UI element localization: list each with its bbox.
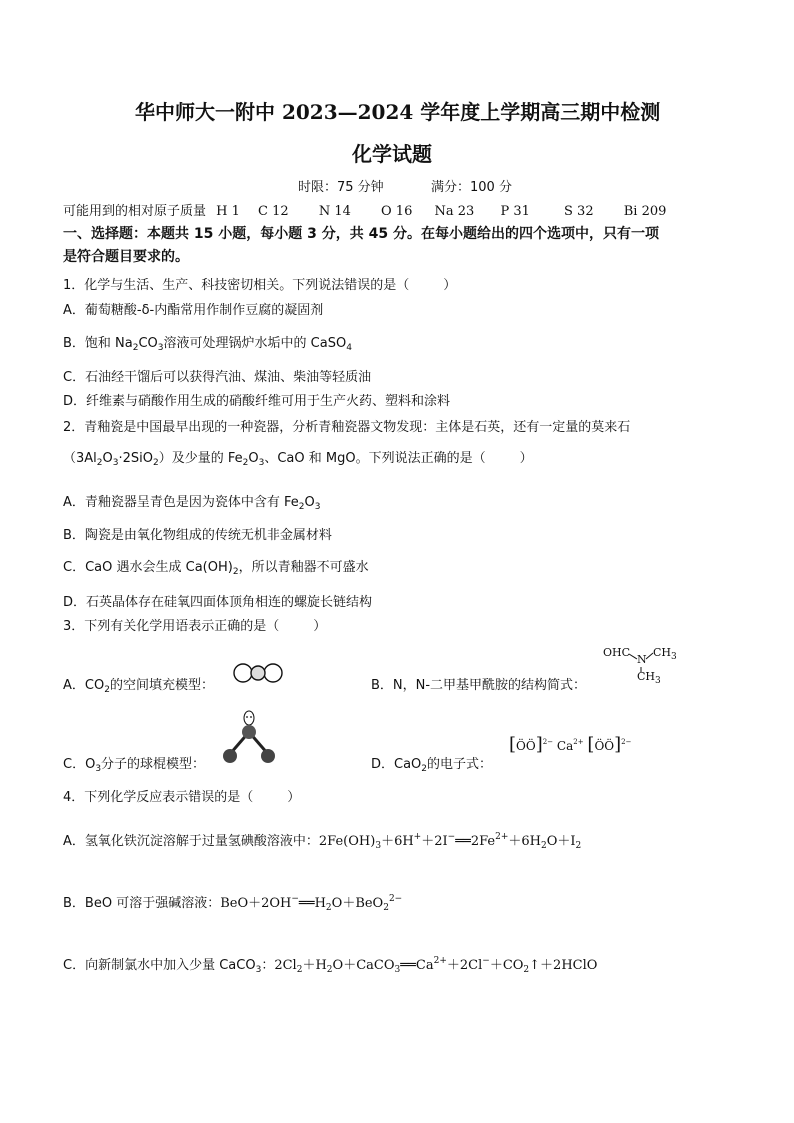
atomic-mass-o: O 16 — [381, 204, 413, 219]
q2-stem-line2: $(3Al_2O_3\cdot 2SiO_2)$及少量的 $Fe_2O_3$、CaO 和 MgO。下列说法正确的是（ ） — [63, 451, 533, 468]
dmf-bonds — [603, 644, 683, 688]
q3-a-post: 的空间填充模型： — [109, 678, 214, 693]
q1-b-pre: B．饱和 Na — [63, 336, 133, 351]
co2-space-filling-model — [232, 662, 284, 684]
q4-c-equation: $2Cl_2+H_2O+CaCO_3══Ca^{2+}+2Cl^-+CO_2↑+2HClO$ — [274, 956, 598, 975]
q1-stem-end: ） — [443, 278, 457, 293]
section-heading-line2: 是符合题目要求的。 — [63, 249, 189, 265]
q4-b-label: B．BeO 可溶于强碱溶液： — [63, 896, 221, 911]
cao2-electron-formula: [ÖÖ]$^{2-}$ $Ca^{2+}$ [ÖÖ]$^{2-}$ — [509, 734, 632, 755]
q2-l2-e: O — [248, 451, 259, 466]
q3-option-a: A．$CO_2$的空间填充模型： — [63, 678, 214, 695]
q4-option-c: C．向新制氯水中加入少量 CaCO$_3$：$2Cl_2+H_2O+CaCO_3══Ca^{2+}+2Cl^-+CO_2↑+2HClO$ — [63, 956, 598, 975]
o-charge-right: 2− — [621, 738, 632, 746]
full-score: 满分：100 分 — [431, 180, 512, 195]
q4-a-equation: $2Fe(OH)_3+6H^++2I^-══2Fe^{2+}+6H_2O+I_2$ — [318, 832, 582, 851]
q4-stem — [63, 786, 300, 805]
o-bracket-left: [ — [509, 734, 517, 755]
q3-option-c: C．$O_3$分子的球棍模型： — [63, 757, 206, 774]
q4-stem-text: 4．下列化学反应表示错误的是（ — [63, 790, 254, 805]
q4-c-label: C．向新制氯水中加入少量 CaCO — [63, 958, 256, 973]
atomic-mass-c: C 12 — [258, 204, 289, 219]
q4-a-label: A．氢氧化铁沉淀溶解于过量氢碘酸溶液中： — [63, 834, 319, 849]
dmf-ch3-upper: $CH_3$ — [653, 646, 677, 662]
atomic-mass-p: P 31 — [500, 204, 530, 219]
atomic-mass-bi: Bi 209 — [623, 204, 667, 219]
q1-option-d: D．纤维素与硝酸作用生成的硝酸纤维可用于生产火药、塑料和涂料 — [63, 394, 451, 409]
atomic-mass-na: Na 23 — [434, 204, 475, 219]
q3-stem-text: 3．下列有关化学用语表示正确的是（ — [63, 619, 280, 634]
q2-a-pre: A．青釉瓷器呈青色是因为瓷体中含有 Fe — [63, 495, 299, 510]
q3-stem — [63, 615, 326, 634]
ca-charge: 2+ — [573, 738, 584, 746]
q1-option-c: C．石油经干馏后可以获得汽油、煤油、柴油等轻质油 — [63, 370, 372, 385]
o-atom-right: Ö — [594, 739, 605, 753]
q2-l2-c: ·2SiO — [118, 451, 153, 466]
q4-b-equation: $BeO+2OH^-══H_2O+BeO_2^{2-}$ — [220, 894, 403, 913]
ca-ion: Ca — [556, 739, 574, 753]
q1-stem — [63, 274, 456, 293]
q4-option-b — [63, 892, 402, 911]
q1-b-mid: CO — [138, 336, 158, 351]
q2-l2-end: ） — [519, 451, 533, 466]
dmf-structure — [603, 644, 683, 688]
q3-option-b: B．N，N-二甲基甲酰胺的结构简式： — [371, 678, 587, 693]
q2-l2-b: O — [102, 451, 113, 466]
q2-option-a: A．青釉瓷器呈青色是因为瓷体中含有 $Fe_2O_3$ — [63, 495, 321, 512]
q1-b-mid2: 溶液可处理锅炉水垢中的 CaSO — [163, 336, 347, 351]
q1-option-b: B．饱和 $Na_2CO_3$溶液可处理锅炉水垢中的 CaSO$_4$ — [63, 336, 352, 353]
q2-l2-a: （3Al — [63, 451, 97, 466]
dmf-ohc: OHC — [603, 646, 631, 659]
q2-stem: 2．青釉瓷是中国最早出现的一种瓷器，分析青釉瓷器文物发现：主体是石英，还有一定量的莫来石 — [63, 420, 631, 435]
q3-d-pre: D．CaO — [371, 757, 422, 772]
o3-ball-stick-model — [218, 710, 280, 768]
q4-stem-end: ） — [287, 790, 301, 805]
q2-c-pre: C．CaO 遇水会生成 Ca(OH) — [63, 560, 233, 575]
atomic-mass-h: H 1 — [216, 204, 240, 219]
q4-c-colon: ： — [261, 958, 275, 973]
atomic-mass-n: N 14 — [318, 204, 351, 219]
q2-c-post: ，所以青釉器不可盛水 — [238, 560, 369, 575]
q2-a-mid: O — [304, 495, 315, 510]
q1-stem-text: 1．化学与生活、生产、科技密切相关。下列说法错误的是（ — [63, 278, 410, 293]
q3-a-pre: A．CO — [63, 678, 105, 693]
o-atom-left: Ö — [516, 739, 526, 753]
q1-option-a: A．葡萄糖酸-δ-内酯常用作制作豆腐的凝固剂 — [63, 303, 324, 318]
q2-l2-d: ）及少量的 Fe — [158, 451, 243, 466]
atomic-mass-s: S 32 — [564, 204, 594, 219]
atomic-mass-line — [63, 200, 666, 219]
o-charge-left: 2− — [542, 738, 554, 746]
q3-option-d: D．CaO$_2$的电子式： — [371, 757, 493, 774]
q2-option-b: B．陶瓷是由氧化物组成的传统无机非金属材料 — [63, 528, 332, 543]
exam-title: 华中师大一附中 2023—2024 学年度上学期高三期中检测 — [135, 100, 661, 124]
dmf-ch3-lower: $CH_3$ — [637, 670, 661, 686]
o-atom-left-2: Ö — [525, 739, 536, 753]
q4-option-a — [63, 830, 581, 849]
q2-l2-f: 、CaO 和 MgO。下列说法正确的是（ — [264, 451, 486, 466]
q3-c-pre: C．O — [63, 757, 96, 772]
o-atom-right-2: Ö — [604, 739, 615, 753]
atomic-mass-label: 可能用到的相对原子质量 — [63, 204, 207, 219]
q3-d-post: 的电子式： — [427, 757, 493, 772]
time-limit: 时限：75 分钟 — [298, 180, 384, 195]
exam-subtitle: 化学试题 — [352, 142, 432, 166]
q2-option-c: C．CaO 遇水会生成 $Ca(OH)_2$，所以青釉器不可盛水 — [63, 560, 369, 577]
q2-option-d: D．石英晶体存在硅氧四面体顶角相连的螺旋长链结构 — [63, 595, 373, 610]
dmf-n: N — [637, 653, 647, 666]
section-heading-line1: 一、选择题：本题共 15 小题，每小题 3 分，共 45 分。在每小题给出的四个选项中，只有一项 — [63, 226, 659, 242]
q3-c-post: 分子的球棍模型： — [101, 757, 206, 772]
q3-stem-end: ） — [313, 619, 327, 634]
